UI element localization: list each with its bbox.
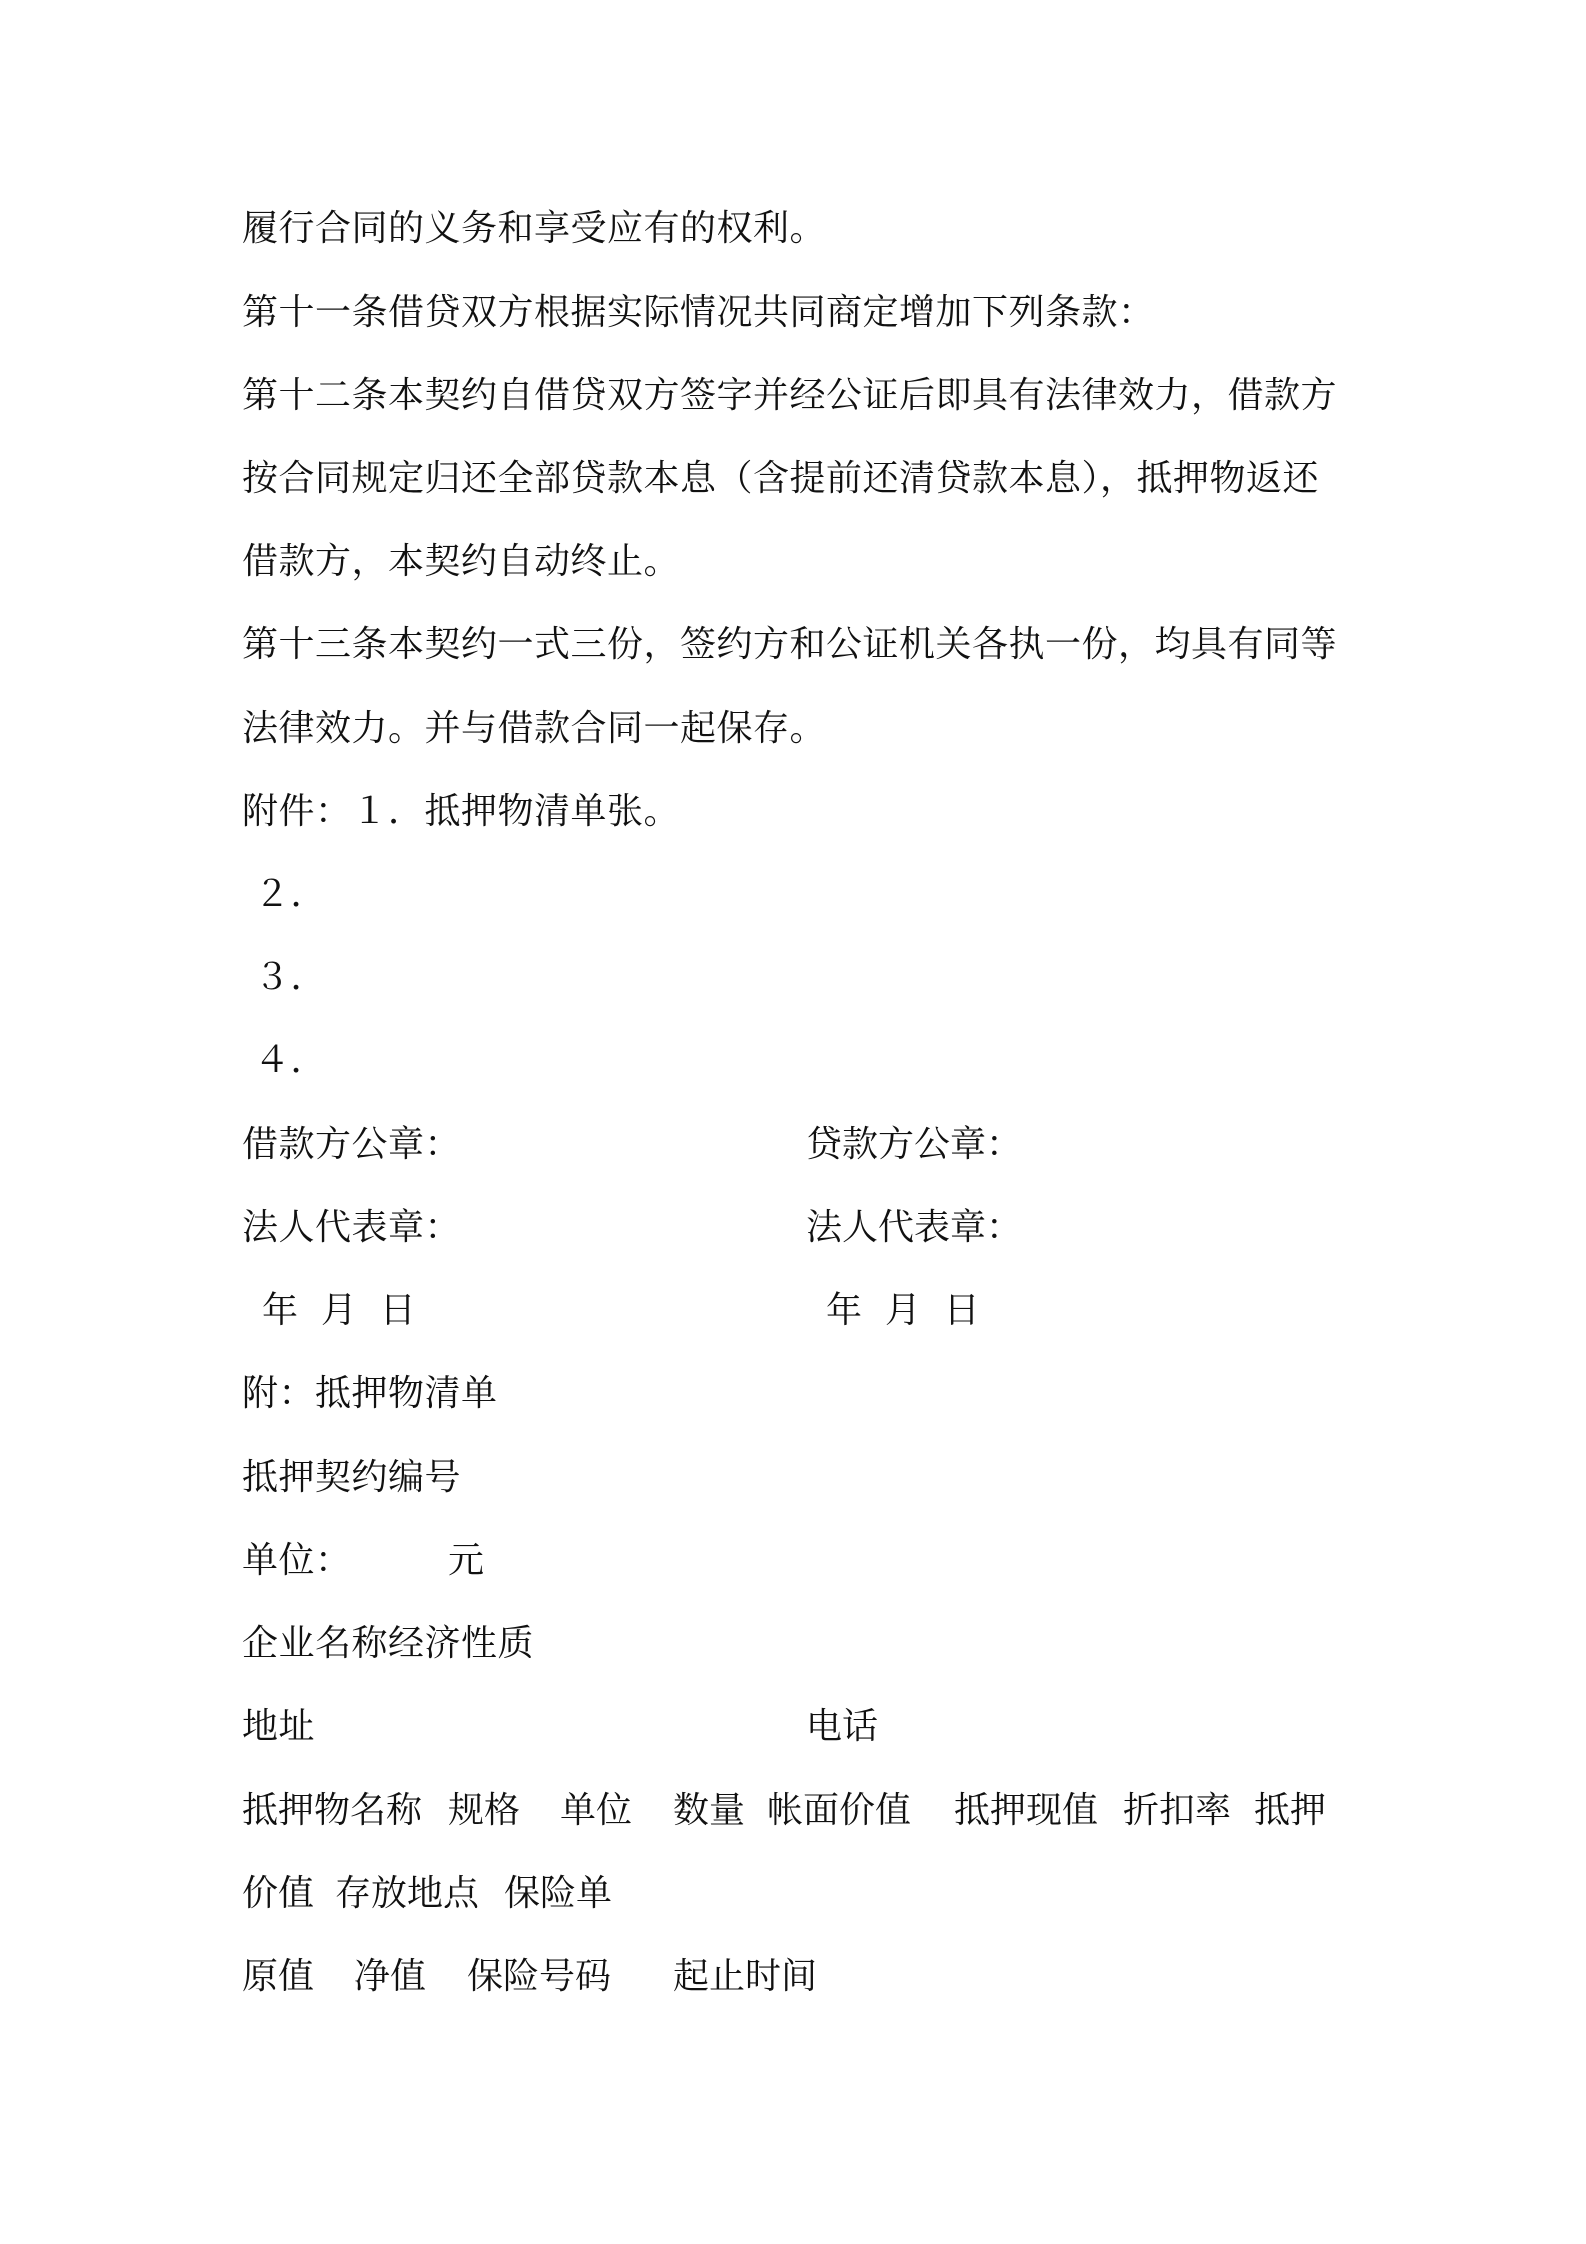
- paragraph-line: 履行合同的义务和享受应有的权利。: [242, 208, 827, 249]
- attachment-line: 附件：１．抵押物清单张。: [242, 791, 681, 832]
- borrower-date: 年 月 日: [262, 1290, 416, 1331]
- header-collateral-name: 抵押物名称: [242, 1790, 423, 1831]
- borrower-legal-rep-label: 法人代表章：: [242, 1207, 462, 1248]
- lender-legal-rep-label: 法人代表章：: [806, 1207, 1023, 1248]
- phone-label: 电话: [806, 1706, 879, 1747]
- borrower-seal-label: 借款方公章：: [242, 1124, 462, 1165]
- attachment-item: ３．: [242, 957, 327, 998]
- header-quantity: 数量: [673, 1790, 746, 1831]
- header-policy-number: 保险号码: [467, 1956, 612, 1997]
- unit-label: 单位：: [242, 1540, 352, 1581]
- header-mortgage: 抵押: [1254, 1790, 1327, 1831]
- header-original-value: 原值: [242, 1956, 315, 1997]
- attachment-item: ２．: [242, 874, 327, 915]
- paragraph-line: 法律效力。并与借款合同一起保存。: [242, 708, 827, 749]
- company-label: 企业名称经济性质: [242, 1623, 535, 1664]
- header-spec: 规格: [448, 1790, 521, 1831]
- header-insurance-policy: 保险单: [504, 1873, 613, 1914]
- paragraph-line: 借款方，本契约自动终止。: [242, 541, 681, 582]
- header-net-value: 净值: [354, 1956, 427, 1997]
- paragraph-line: 按合同规定归还全部贷款本息（含提前还清贷款本息），抵押物返还: [242, 458, 1320, 499]
- address-label: 地址: [242, 1706, 316, 1747]
- contract-number-label: 抵押契约编号: [242, 1457, 462, 1498]
- header-book-value: 帐面价值: [767, 1790, 912, 1831]
- header-value: 价值: [242, 1873, 315, 1914]
- paragraph-line: 第十二条本契约自借贷双方签字并经公证后即具有法律效力，借款方: [242, 375, 1338, 416]
- unit-value: 元: [448, 1540, 485, 1581]
- appendix-title: 附：抵押物清单: [242, 1373, 498, 1414]
- paragraph-line: 第十一条借贷双方根据实际情况共同商定增加下列条款：: [242, 292, 1155, 333]
- header-storage-location: 存放地点: [335, 1873, 480, 1914]
- lender-seal-label: 贷款方公章：: [806, 1124, 1023, 1165]
- attachment-item: ４．: [242, 1040, 327, 1081]
- header-period: 起止时间: [673, 1956, 818, 1997]
- header-unit: 单位: [560, 1790, 633, 1831]
- header-present-value: 抵押现值: [954, 1790, 1099, 1831]
- lender-date: 年 月 日: [826, 1290, 980, 1331]
- paragraph-line: 第十三条本契约一式三份，签约方和公证机关各执一份，均具有同等: [242, 624, 1338, 665]
- header-discount-rate: 折扣率: [1123, 1790, 1232, 1831]
